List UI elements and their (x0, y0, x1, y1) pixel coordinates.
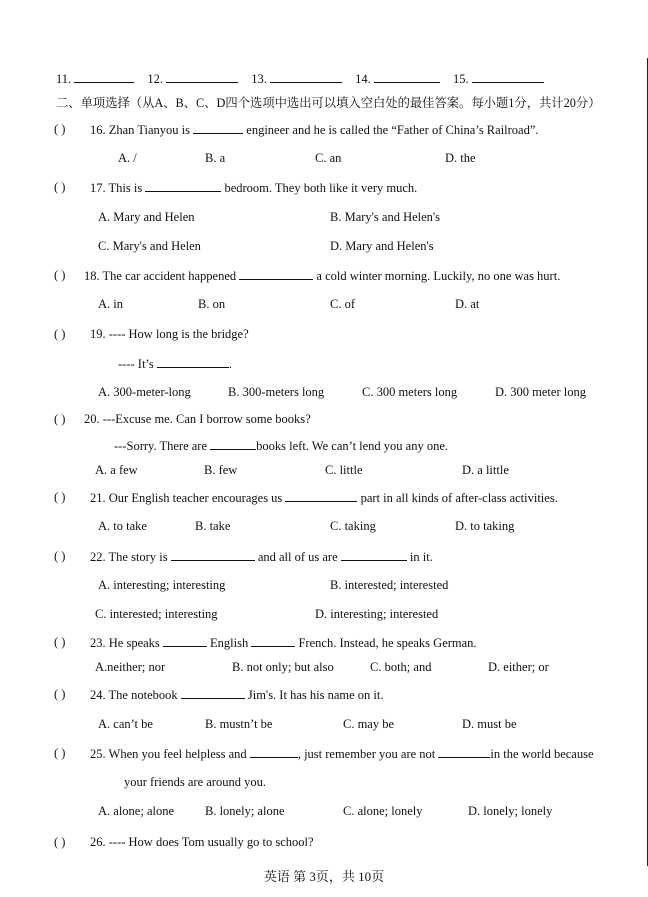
option-a[interactable]: A.neither; nor (95, 660, 166, 674)
question-24 (90, 686, 383, 703)
question-number: 25. (90, 747, 106, 761)
question-number: 23. (90, 636, 106, 650)
question-text: in the world because (490, 747, 594, 761)
option-b[interactable]: B. lonely; alone (205, 804, 285, 818)
question-25-line2: your friends are around you. (124, 775, 266, 789)
question-text: books left. We can’t lend you any one. (256, 439, 449, 453)
answer-paren-22[interactable]: ( ) (54, 549, 66, 563)
question-text: bedroom. They both like it very much. (221, 181, 418, 195)
option-b[interactable]: B. interested; interested (330, 578, 449, 592)
answer-blank-14[interactable] (374, 70, 440, 83)
answer-paren-26[interactable]: ( ) (54, 835, 66, 849)
question-text: a cold winter morning. Luckily, no one was hurt. (313, 269, 561, 283)
question-blank[interactable] (193, 121, 243, 134)
option-c[interactable]: C. an (315, 151, 342, 165)
question-18 (84, 267, 560, 284)
question-text: , just remember you are not (297, 747, 439, 761)
option-c[interactable]: C. taking (330, 519, 376, 533)
option-b[interactable]: B. a (205, 151, 226, 165)
option-d[interactable]: D. Mary and Helen's (330, 239, 434, 253)
answer-blank-12[interactable] (166, 70, 238, 83)
answer-paren-20[interactable]: ( ) (54, 412, 66, 426)
question-blank[interactable] (145, 179, 221, 192)
question-text: part in all kinds of after-class activities. (357, 491, 558, 505)
question-blank[interactable] (163, 634, 207, 647)
option-d[interactable]: D. either; or (488, 660, 549, 674)
answer-blank-13[interactable] (270, 70, 342, 83)
option-d[interactable]: D. lonely; lonely (468, 804, 553, 818)
question-17 (90, 179, 417, 196)
option-c[interactable]: C. Mary's and Helen (98, 239, 201, 253)
question-number: 19. (90, 327, 106, 341)
question-20-line2 (114, 437, 448, 454)
question-number: 22. (90, 550, 106, 564)
question-text: The notebook (108, 688, 181, 702)
question-number: 26. (90, 835, 106, 849)
option-a[interactable]: A. a few (95, 463, 138, 477)
option-d[interactable]: D. to taking (455, 519, 515, 533)
question-19 (90, 326, 249, 342)
option-c[interactable]: C. little (325, 463, 363, 477)
question-blank[interactable] (341, 548, 407, 561)
section-heading: 二、单项选择（从A、B、C、D四个选项中选出可以填入空白处的最佳答案。每小题1分，共计20分） (56, 96, 601, 110)
question-blank[interactable] (438, 745, 490, 758)
option-c[interactable]: C. both; and (370, 660, 432, 674)
question-text: Our English teacher encourages us (108, 491, 286, 505)
question-23 (90, 634, 477, 651)
question-text: The story is (108, 550, 171, 564)
question-text: . (228, 357, 232, 371)
page-footer: 英语 第 3页，共 10页 (263, 869, 385, 884)
option-d[interactable]: D. must be (462, 717, 517, 731)
option-b[interactable]: B. mustn’t be (205, 717, 273, 731)
answer-paren-24[interactable]: ( ) (54, 687, 66, 701)
option-c[interactable]: C. 300 meters long (362, 385, 458, 399)
option-a[interactable]: A. / (118, 151, 137, 165)
question-number: 17. (90, 181, 106, 195)
question-blank[interactable] (171, 548, 255, 561)
answer-paren-23[interactable]: ( ) (54, 635, 66, 649)
question-blank[interactable] (181, 686, 245, 699)
answer-paren-17[interactable]: ( ) (54, 180, 66, 194)
option-d[interactable]: D. at (455, 297, 480, 311)
question-number: 21. (90, 491, 106, 505)
question-number: 20. (84, 412, 100, 426)
option-c[interactable]: C. of (330, 297, 355, 311)
question-text: engineer and he is called the “Father of China’s Railroad”. (243, 123, 539, 137)
option-c[interactable]: C. alone; lonely (343, 804, 423, 818)
question-number: 16. (90, 123, 106, 137)
answer-paren-19[interactable]: ( ) (54, 327, 66, 341)
option-c[interactable]: C. may be (343, 717, 395, 731)
question-blank[interactable] (285, 489, 357, 502)
question-text: ---Sorry. There are (114, 439, 211, 453)
question-text: and all of us are (254, 550, 341, 564)
question-number: 24. (90, 688, 106, 702)
blank-label-15: 15. (453, 72, 469, 86)
answer-blank-15[interactable] (472, 70, 544, 83)
option-a[interactable]: A. to take (98, 519, 147, 533)
question-number: 18. (84, 269, 100, 283)
option-b[interactable]: B. 300-meters long (228, 385, 325, 399)
option-d[interactable]: D. interesting; interested (315, 607, 439, 621)
question-16 (90, 121, 539, 138)
question-text: The car accident happened (102, 269, 240, 283)
question-blank[interactable] (239, 267, 313, 280)
option-b[interactable]: B. few (204, 463, 238, 477)
question-text: ---- It’s (118, 357, 157, 371)
question-26 (90, 834, 314, 850)
option-b[interactable]: B. not only; but also (232, 660, 334, 674)
answer-paren-18[interactable]: ( ) (54, 268, 66, 282)
question-text: Zhan Tianyou is (108, 123, 194, 137)
question-text: ---- How does Tom usually go to school? (108, 835, 314, 849)
blank-label-11: 11. (56, 72, 72, 86)
option-a[interactable]: A. Mary and Helen (98, 210, 195, 224)
option-b[interactable]: B. take (195, 519, 231, 533)
question-text: ---- How long is the bridge? (108, 327, 249, 341)
question-22 (90, 548, 433, 565)
blank-label-12: 12. (147, 72, 164, 86)
option-a[interactable]: A. 300-meter-long (98, 385, 191, 399)
question-text: This is (108, 181, 146, 195)
question-text: ---Excuse me. Can I borrow some books? (102, 412, 311, 426)
blank-label-14: 14. (355, 72, 371, 86)
question-text: French. Instead, he speaks German. (295, 636, 477, 650)
question-20 (84, 411, 311, 427)
question-blank[interactable] (250, 745, 298, 758)
option-a[interactable]: A. interesting; interesting (98, 578, 226, 592)
answer-paren-16[interactable]: ( ) (54, 122, 66, 136)
answer-paren-25[interactable]: ( ) (54, 746, 66, 760)
option-b[interactable]: B. Mary's and Helen's (330, 210, 441, 224)
option-a[interactable]: A. in (98, 297, 123, 311)
answer-blank-11[interactable] (74, 70, 134, 83)
option-c[interactable]: C. interested; interesting (95, 607, 218, 621)
question-text: English (206, 636, 252, 650)
question-text: He speaks (108, 636, 163, 650)
question-blank[interactable] (157, 355, 229, 368)
question-blank[interactable] (251, 634, 295, 647)
option-d[interactable]: D. 300 meter long (495, 385, 586, 399)
option-a[interactable]: A. can’t be (98, 717, 153, 731)
option-d[interactable]: D. a little (462, 463, 509, 477)
question-21 (90, 489, 558, 506)
blank-label-13: 13. (251, 72, 267, 86)
question-text: in it. (406, 550, 433, 564)
question-text: Jim's. It has his name on it. (244, 688, 384, 702)
question-text: When you feel helpless and (108, 747, 250, 761)
question-25 (90, 745, 594, 762)
answer-paren-21[interactable]: ( ) (54, 490, 66, 504)
option-b[interactable]: B. on (198, 297, 226, 311)
option-d[interactable]: D. the (445, 151, 476, 165)
question-blank[interactable] (210, 437, 256, 450)
option-a[interactable]: A. alone; alone (98, 804, 175, 818)
question-19-line2 (118, 355, 232, 372)
answer-blanks-row (56, 70, 544, 87)
